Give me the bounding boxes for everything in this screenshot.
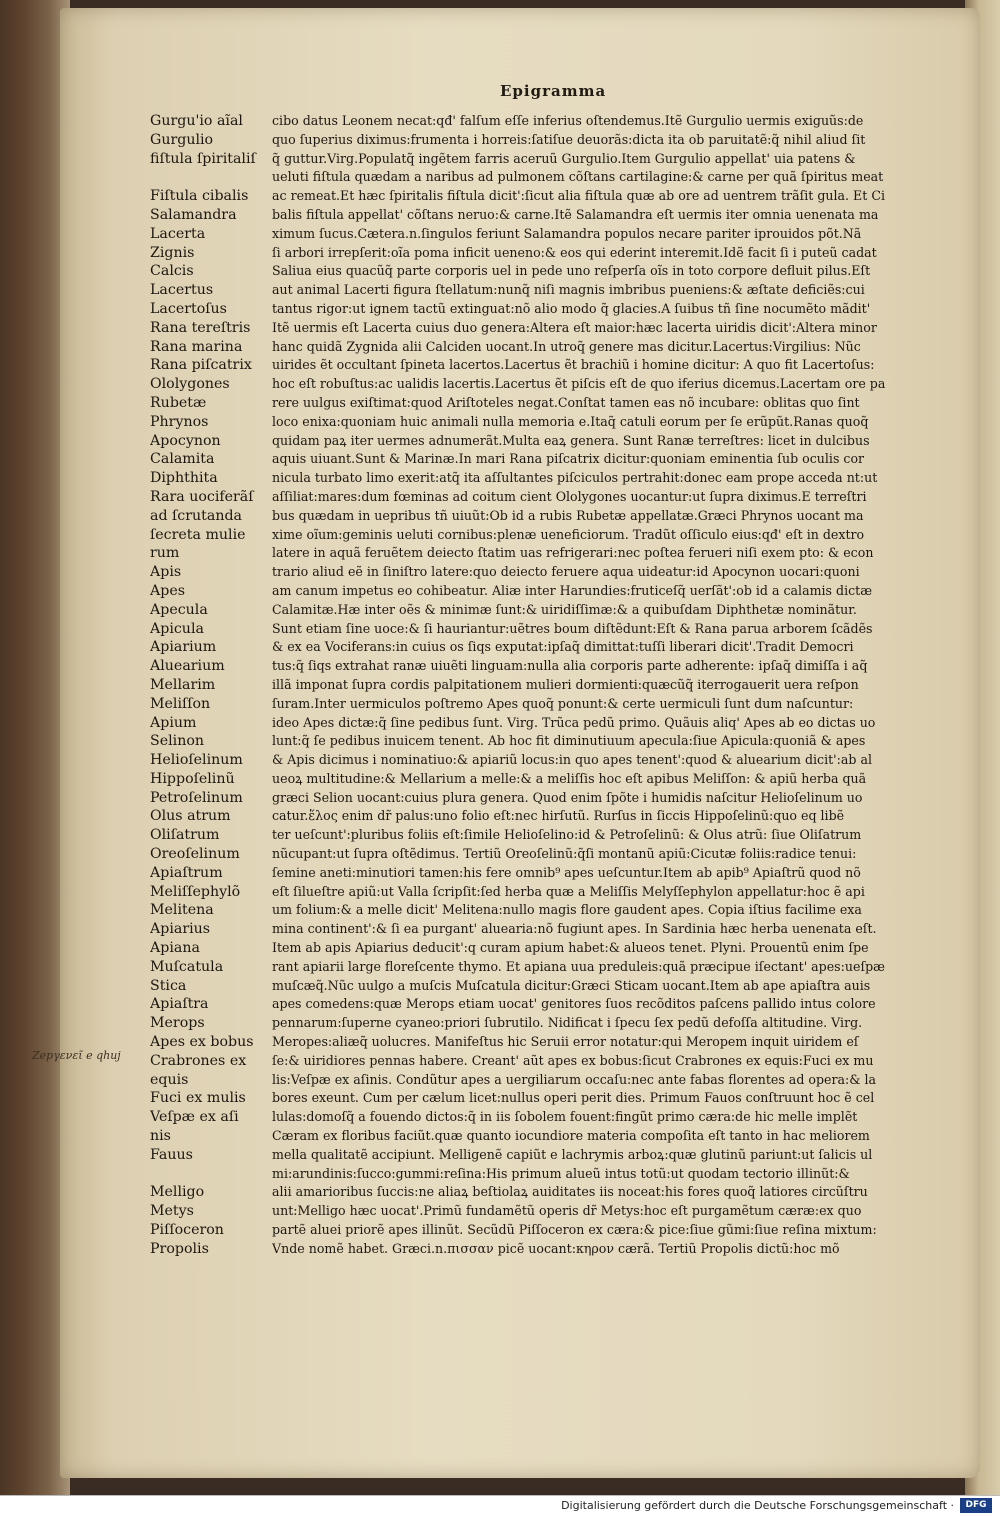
margin-note: Helioſelinum bbox=[150, 752, 243, 769]
text-line: & ex ea Vociferans:in cuius os ſiqs exputat:ipſaq̃ dimittat:tuſſi liberari dicit'.Tradit Democri bbox=[272, 639, 854, 655]
text-line: tantus rigor:ut ignem tactũ extinguat:nõ alio modo q̃ glacies.A ſuibus tñ ſine nocumẽto mãdit' bbox=[272, 300, 871, 316]
margin-note: Meliſſon bbox=[150, 695, 211, 712]
margin-note: Melligo bbox=[150, 1184, 205, 1201]
margin-note: Mellarim bbox=[150, 676, 216, 693]
text-line: mi:arundinis:ſucco:gummi:reſina:His primum alueũ intus totũ:ut quodam tectorio illinũt:& bbox=[272, 1165, 850, 1181]
text-line: Cæram ex floribus faciũt.quæ quanto iocundiore materia compoſita eſt tanto in hac meliorem bbox=[272, 1128, 870, 1144]
margin-note: Apis bbox=[150, 564, 182, 581]
text-line: ſi arbori irrepſerit:oĩa poma inficit ueneno:& eos qui ederint interemit.Idẽ facit ſi i puteũ cadat bbox=[272, 244, 877, 260]
text-line: alii amarioribus ſuccis:ne aliaꝝ beſtiolaꝝ auiditates iis noceat:his fores quoq̃ latiores circũſtru bbox=[272, 1184, 868, 1200]
text-line: mina continent':& ſi ea purgant' aluearia:nõ fugiunt apes. In Sardinia hæc herba uenenata eſt. bbox=[272, 921, 877, 937]
text-line: nũcupant:ut ſupra oſtẽdimus. Tertiũ Oreoſelinũ:q̃ſi montanũ apiũ:Cicutæ foliis:radice tenui: bbox=[272, 846, 857, 862]
margin-note bbox=[150, 168, 270, 187]
margin-note: Rara uociferãſ bbox=[150, 488, 254, 505]
margin-note: Lacerta bbox=[150, 225, 206, 242]
margin-note: Apes bbox=[150, 582, 186, 599]
margin-note: Gurgu'io aĩal bbox=[150, 113, 243, 129]
margin-note: Fuci ex mulis bbox=[150, 1090, 246, 1107]
margin-note: Diphthita bbox=[150, 470, 218, 487]
text-line: latere in aquã feruẽtem deiecto ſtatim uas refrigerari:nec poſtea ferueri niſi exem pto: & econ bbox=[272, 545, 874, 561]
margin-note: Petroſelinum bbox=[150, 789, 243, 806]
text-line: loco enixa:quoniam huic animali nulla memoria e.Itaq̃ catuli eorum per ſe erũpũt.Ranas quoq̃ bbox=[272, 413, 869, 429]
text-line: um folium:& a melle dicit' Melitena:nullo magis flore gaudent apes. Copia iſtius facilime exa bbox=[272, 902, 862, 918]
text-line: ſuram.Inter uermiculos poſtremo Apes quoq̃ ponunt:& certe uermiculi ſunt dum naſcuntur: bbox=[272, 695, 854, 711]
text-line: eſt ſilueſtre apiũ:ut Valla ſcripſit:ſed herba quæ a Meliſſis Melyſſephylon appellatur:hoc ẽ api bbox=[272, 883, 865, 899]
running-head: Epigramma bbox=[500, 82, 607, 100]
text-line: ac remeat.Et hæc ſpiritalis fiſtula dicit':ſicut alia fiſtula quæ ab ore ad uentrem trãſit gula. Et Ci bbox=[272, 188, 885, 204]
text-line: græci Selion uocant:cuius plura genera. Quod enim ſpõte i humidis naſcitur Helioſelinum uo bbox=[272, 789, 863, 805]
margin-note: Muſcatula bbox=[150, 958, 224, 975]
margin-note: Metys bbox=[150, 1203, 194, 1220]
text-line: quidam paꝝ iter uermes adnumerãt.Multa eaꝝ genera. Sunt Ranæ terreſtres: licet in dulcibus bbox=[272, 432, 870, 448]
text-line: quo ſuperius diximus:frumenta i horreis:ſatiſue deuorãs:dicta ita ob paruitatẽ:q̃ nihil aliud ſit bbox=[272, 131, 866, 147]
text-line: balis fiſtula appellat' cõſtans neruo:& carne.Itẽ Salamandra eſt uermis iter omnia uenenata ma bbox=[272, 206, 879, 222]
text-line: lis:Veſpæ ex aſinis. Condũtur apes a uergiliarum occaſu:nec ante fabas florentes ad opera:& la bbox=[272, 1071, 877, 1087]
margin-note: Rana tereſtris bbox=[150, 319, 251, 336]
margin-note: Piſſoceron bbox=[150, 1222, 224, 1239]
text-line: uirides ẽt occultant ſpineta lacertos.Lacertus ẽt brachiũ i homine dicitur: A quo fit Lacertoſus: bbox=[272, 357, 875, 373]
text-line: rere uulgus exiſtimat:quod Ariſtoteles negat.Conſtat tamen eas nõ incubare: oblitas quo ſint bbox=[272, 394, 860, 410]
text-line: pennarum:ſuperne cyaneo:priori ſubrutilo. Nidificat i ſpecu ſex pedũ defoſſa altitudine. Virg. bbox=[272, 1015, 863, 1031]
margin-note: Hippoſelinũ bbox=[150, 770, 235, 787]
margin-note: Lacertoſus bbox=[150, 300, 227, 317]
handwritten-annotation: Zepγενεῖ e qhuj bbox=[32, 1049, 121, 1062]
margin-note: Lacertus bbox=[150, 282, 214, 299]
margin-note bbox=[150, 1165, 270, 1184]
margin-note: Apiaſtra bbox=[150, 996, 209, 1013]
text-line: & Apis dicimus i nominatiuo:& apiariũ locus:in quo apes tenent':quod & aluearium dicit':ab al bbox=[272, 752, 872, 768]
text-line: ueoꝝ multitudine:& Mellarium a melle:& a meliſſis hoc eſt apibus Meliſſon: & apiũ herba quã bbox=[272, 770, 867, 786]
margin-note: Melitena bbox=[150, 902, 214, 919]
margin-note: Rana marina bbox=[150, 338, 243, 355]
text-line: bores exeunt. Cum per cælum licet:nullus operi perit dies. Primum Fauos conſtruunt hoc ẽ cel bbox=[272, 1090, 875, 1106]
text-line: ter ueſcunt':pluribus foliis eſt:ſimile Helioſelino:id & Petroſelinũ: & Olus atrũ: ſiue Oliſatrum bbox=[272, 827, 862, 843]
text-line: Sunt etiam ſine uoce:& ſi hauriantur:uẽtres boum diſtẽdunt:Eſt & Rana parua arborem ſcãdẽs bbox=[272, 620, 873, 636]
margin-note: Apes ex bobus bbox=[150, 1034, 254, 1051]
text-line: Saliua eius quacũq̃ parte corporis uel in pede uno reſperſa oĩs in toto corpore defluit pilus.Eſt bbox=[272, 263, 871, 279]
margin-note: Rana piſcatrix bbox=[150, 357, 252, 374]
margin-note: equis bbox=[150, 1071, 189, 1088]
margin-note: Apicula bbox=[150, 620, 204, 637]
margin-note: Fauus bbox=[150, 1146, 193, 1163]
text-line: trario aliud eẽ in ſiniſtro latere:quo deiecto feruere aqua uideatur:id Apocynon uocari:quoni bbox=[272, 564, 860, 580]
text-line: bus quædam in uepribus tñ uiuũt:Ob id a rubis Rubetæ appellatæ.Græci Phrynos uocant ma bbox=[272, 507, 864, 523]
margin-note: Apiarium bbox=[150, 639, 217, 656]
text-line: Calamitæ.Hæ inter oẽs & minimæ ſunt:& uiridiſſimæ:& a quibuſdam Diphthetæ nominãtur. bbox=[272, 601, 857, 617]
text-line: Item ab apis Apiarius deducit':q curam apium habet:& alueos tenet. Plyni. Prouentũ enim ſpe bbox=[272, 940, 869, 956]
margin-note: Calcis bbox=[150, 263, 194, 280]
text-line: ueluti fiſtula quædam a naribus ad pulmonem cõſtans cartilagine:& carne per quã ſpiritus meat bbox=[272, 169, 884, 185]
margin-note: Apium bbox=[150, 714, 197, 731]
text-line: q̃ guttur.Virg.Populatq̃ ingẽtem farris aceruũ Gurgulio.Item Gurgulio appellat' uia patens & bbox=[272, 150, 856, 166]
margin-note: Veſpæ ex aſi bbox=[150, 1109, 239, 1126]
margin-note: nis bbox=[150, 1128, 171, 1145]
text-line: Vnde nomẽ habet. Græci.n.πισσαν picẽ uocant:κηρον cærã. Tertiũ Propolis dictũ:hoc mõ bbox=[272, 1240, 840, 1256]
main-text-column bbox=[272, 112, 952, 1259]
margin-note: Apocynon bbox=[150, 432, 221, 449]
margin-note: Salamandra bbox=[150, 206, 237, 223]
text-line: xime oĩum:geminis ueluti cornibus:plenæ ueneficiorum. Tradũt oſſiculo eius:qđ' eſt in dextro bbox=[272, 526, 865, 542]
margin-note: Meliſſephylõ bbox=[150, 883, 241, 900]
text-line: tus:q̃ ſiqs extrahat ranæ uiuẽti linguam:nulla alia corporis parte adherente: ipſaq̃ dimiſſa i aq̃ bbox=[272, 658, 868, 674]
text-line: Itẽ uermis eſt Lacerta cuius duo genera:Altera eſt maior:hæc lacerta uiridis dicit':Altera minor bbox=[272, 319, 877, 335]
margin-note: rum bbox=[150, 545, 180, 562]
text-line: unt:Melligo hæc uocat'.Primũ fundamẽtũ operis dr̃ Metys:hoc eſt purgamẽtum cæræ:ex quo bbox=[272, 1203, 862, 1219]
margin-note: Merops bbox=[150, 1015, 205, 1032]
text-line: ximum ſucus.Cætera.n.ſingulos feriunt Salamandra populos necare pariter iprouidos põt.Nã bbox=[272, 225, 862, 241]
text-line: lulas:domoſq̃ a fouendo dictos:q̃ in iis ſobolem fouent:fingũt primo cæra:de hic melle implẽt bbox=[272, 1109, 858, 1125]
text-line: mella qualitatẽ accipiunt. Melligenẽ capiũt e lachrymis arboꝝ:quæ glutinũ pariunt:ut ſalicis ul bbox=[272, 1146, 873, 1162]
margin-note: Phrynos bbox=[150, 413, 209, 430]
margin-notes-column bbox=[150, 112, 270, 1259]
footer-credit: Digitalisierung gefördert durch die Deutsche Forschungsgemeinschaft · bbox=[561, 1499, 954, 1512]
margin-note: Apecula bbox=[150, 601, 208, 618]
text-line: ideo Apes dictæ:q̃ ſine pedibus ſunt. Virg. Trũca pedũ primo. Quãuis aliq' Apes ab eo dictas uo bbox=[272, 714, 876, 730]
margin-note: Zignis bbox=[150, 244, 195, 261]
margin-note: ſecreta mulie bbox=[150, 526, 246, 543]
margin-note: Rubetæ bbox=[150, 394, 207, 411]
text-line: aquis uiuant.Sunt & Marinæ.In mari Rana piſcatrix dicitur:quoniam eminentia ſub oculis cor bbox=[272, 451, 865, 467]
text-line: lunt:q̃ ſe pedibus inuicem tenent. Ab hoc fit diminutiuum apecula:ſiue Apicula:quoniã & apes bbox=[272, 733, 866, 749]
text-line: illã imponat ſupra cordis palpitationem mulieri dormienti:quæcũq̃ iterrogauerit uera reſpon bbox=[272, 676, 859, 692]
text-line: muſcæq̃.Nũc uulgo a muſcis Muſcatula dicitur:Græci Sticam uocant.Item ab ape apiaſtra auis bbox=[272, 977, 871, 993]
text-line: rant apiarii large floreſcente thymo. Et apiana uua preduleis:quã præcipue iſectant' apes:ueſpæ bbox=[272, 958, 886, 974]
text-line: Meropes:aliæq̃ uolucres. Manifeſtus hic Seruii error notatur:qui Meropem inquit uiridem eſ bbox=[272, 1034, 859, 1050]
text-line: am canum impetus eo cohibeatur. Aliæ inter Harundies:fruticeſq̃ uerſãt':ob id a calamis dictæ bbox=[272, 582, 873, 598]
margin-note: Apiarius bbox=[150, 921, 211, 938]
text-line: hoc eſt robuſtus:ac ualidis lacertis.Lacertus ẽt piſcis eſt de quo iferius dicemus.Lacertam ore pa bbox=[272, 376, 886, 392]
text-line: partẽ aluei priorẽ apes illinũt. Secũdũ Piſſoceron ex cæra:& pice:ſiue gũmi:ſiue reſina mixtum: bbox=[272, 1222, 877, 1238]
text-line: ſe:& uiridiores pennas habere. Creant' aũt apes ex bobus:ſicut Crabrones ex equis:Fuci ex mu bbox=[272, 1052, 874, 1068]
text-line: hanc quidã Zygnida alii Calciden uocant.In utroq̃ genere mas dicitur.Lacertus:Virgilius: Nũc bbox=[272, 338, 861, 354]
margin-note: Gurgulio bbox=[150, 131, 214, 148]
margin-note: Apiana bbox=[150, 940, 200, 957]
margin-note: Propolis bbox=[150, 1240, 209, 1257]
text-line: apes comedens:quæ Merops etiam uocat' genitores ſuos recõditos paſcens pallido intus colore bbox=[272, 996, 876, 1012]
margin-note: Oreoſelinum bbox=[150, 846, 240, 863]
margin-note: ad ſcrutanda bbox=[150, 507, 243, 524]
footer-bar bbox=[0, 1495, 1000, 1516]
margin-note: Stica bbox=[150, 977, 187, 994]
margin-note: Calamita bbox=[150, 451, 215, 468]
margin-note: Oliſatrum bbox=[150, 827, 220, 844]
margin-note: Olus atrum bbox=[150, 808, 231, 825]
dfg-logo: DFG bbox=[960, 1498, 992, 1513]
text-line: cibo datus Leonem necat:qđ' falſum eſſe inferius oſtendemus.Itẽ Gurgulio uermis exiguũs:de bbox=[272, 113, 864, 128]
margin-note: Fiſtula cibalis bbox=[150, 188, 249, 205]
text-line: nicula turbato limo exerit:atq̃ ita aſſultantes piſciculos pertrahit:donec eam prope acceda nt:ut bbox=[272, 470, 878, 486]
text-line: catur.ἕλος enim dr̃ palus:uno folio eſt:nec hirſutũ. Rurſus in ſiccis Hippoſelinũ:quo eq libẽ bbox=[272, 808, 845, 824]
margin-note: Apiaſtrum bbox=[150, 864, 223, 881]
text-line: aut animal Lacerti figura ſtellatum:nunq̃ niſi magnis imbribus pueniens:& æſtate deficiẽs:cui bbox=[272, 282, 865, 298]
margin-note: Ololygones bbox=[150, 376, 230, 393]
margin-note: Crabrones ex bbox=[150, 1052, 247, 1069]
margin-note: Aluearium bbox=[150, 658, 225, 675]
margin-note: fiſtula ſpiritaliſ bbox=[150, 150, 256, 167]
text-line: ſemine aneti:minutiori tamen:his fere omnib⁹ apes ueſcuntur.Item ab apib⁹ Apiaſtrũ quod nõ bbox=[272, 864, 861, 880]
margin-note: Selinon bbox=[150, 733, 205, 750]
text-line: aſſiliat:mares:dum fœminas ad coitum cient Ololygones uocantur:ut ſupra diximus.E terreſtri bbox=[272, 488, 867, 504]
